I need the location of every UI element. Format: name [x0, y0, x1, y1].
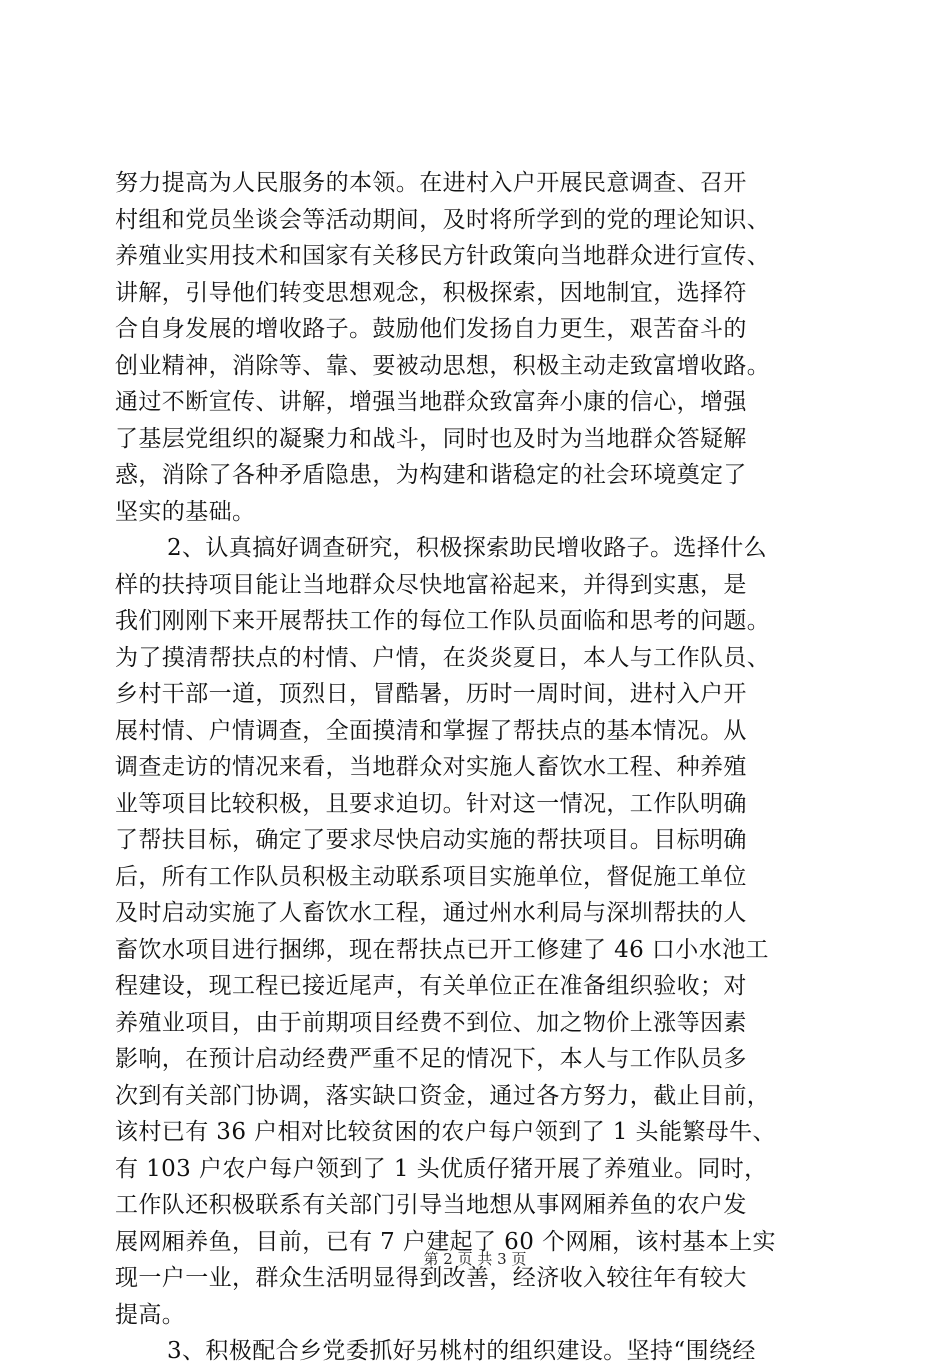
text-line: 养殖业项目，由于前期项目经费不到位、加之物价上涨等因素 [115, 1009, 747, 1036]
text-line: 乡村干部一道，顶烈日，冒酷暑，历时一周时间，进村入户开 [115, 681, 747, 707]
text-line: 村组和党员坐谈会等活动期间，及时将所学到的党的理论知识、 [115, 206, 771, 233]
text-line: 创业精神，消除等、靠、要被动思想，积极主动走致富增收路。 [115, 352, 771, 379]
text-line: 展村情、户情调查，全面摸清和掌握了帮扶点的基本情况。从 [115, 717, 747, 744]
text-line: 坚实的基础。 [115, 498, 256, 525]
text-line: 后，所有工作队员积极主动联系项目实施单位，督促施工单位 [115, 863, 747, 890]
text-line: 我们刚刚下来开展帮扶工作的每位工作队员面临和思考的问题。 [115, 608, 771, 634]
text-line: 为了摸清帮扶点的村情、户情，在炎炎夏日，本人与工作队员、 [115, 644, 771, 671]
text-line: 提高。 [115, 1301, 186, 1328]
text-line: 讲解，引导他们转变思想观念，积极探索，因地制宜，选择符 [115, 279, 747, 306]
text-line: 现一户一业，群众生活明显得到改善，经济收入较往年有较大 [115, 1265, 747, 1291]
text-line: 了基层党组织的凝聚力和战斗，同时也及时为当地群众答疑解 [115, 425, 747, 452]
text-line: 合自身发展的增收路子。鼓励他们发扬自力更生，艰苦奋斗的 [115, 316, 747, 342]
document-body [115, 165, 855, 1370]
text-line: 有 103 户农户每户领到了 1 头优质仔猪开展了养殖业。同时， [115, 1155, 768, 1182]
text-line: 了帮扶目标，确定了要求尽快启动实施的帮扶项目。目标明确 [115, 827, 747, 853]
text-line: 展网厢养鱼，目前，已有 7 户建起了 60 个网厢，该村基本上实 [115, 1228, 776, 1255]
text-line: 调查走访的情况来看，当地群众对实施人畜饮水工程、种养殖 [115, 754, 747, 780]
text-line: 努力提高为人民服务的本领。在进村入户开展民意调查、召开 [115, 170, 747, 196]
text-line: 程建设，现工程已接近尾声，有关单位正在准备组织验收；对 [115, 973, 747, 999]
text-line: 通过不断宣传、讲解，增强当地群众致富奔小康的信心，增强 [115, 389, 747, 415]
page-footer: 第 2 页 共 3 页 [423, 1250, 527, 1268]
text-line: 及时启动实施了人畜饮水工程，通过州水利局与深圳帮扶的人 [115, 900, 747, 926]
text-line: 惑，消除了各种矛盾隐患，为构建和谐稳定的社会环境奠定了 [115, 462, 747, 488]
paragraph-start-line: 2、认真搞好调查研究，积极探索助民增收路子。选择什么 [167, 535, 768, 561]
text-line: 业等项目比较积极，且要求迫切。针对这一情况，工作队明确 [115, 790, 747, 817]
text-line: 养殖业实用技术和国家有关移民方针政策向当地群众进行宣传、 [115, 243, 771, 269]
text-line: 次到有关部门协调，落实缺口资金，通过各方努力，截止目前， [115, 1082, 771, 1109]
text-line: 该村已有 36 户相对比较贫困的农户每户领到了 1 头能繁母牛、 [115, 1119, 776, 1145]
text-line: 影响，在预计启动经费严重不足的情况下，本人与工作队员多 [115, 1046, 747, 1072]
text-line: 工作队还积极联系有关部门引导当地想从事网厢养鱼的农户发 [115, 1192, 747, 1218]
paragraph-start-line: 3、积极配合乡党委抓好另桃村的组织建设。坚持“围绕经 [167, 1338, 756, 1364]
text-line: 畜饮水项目进行捆绑，现在帮扶点已开工修建了 46 口小水池工 [115, 936, 769, 963]
text-line: 样的扶持项目能让当地群众尽快地富裕起来，并得到实惠，是 [115, 571, 747, 598]
